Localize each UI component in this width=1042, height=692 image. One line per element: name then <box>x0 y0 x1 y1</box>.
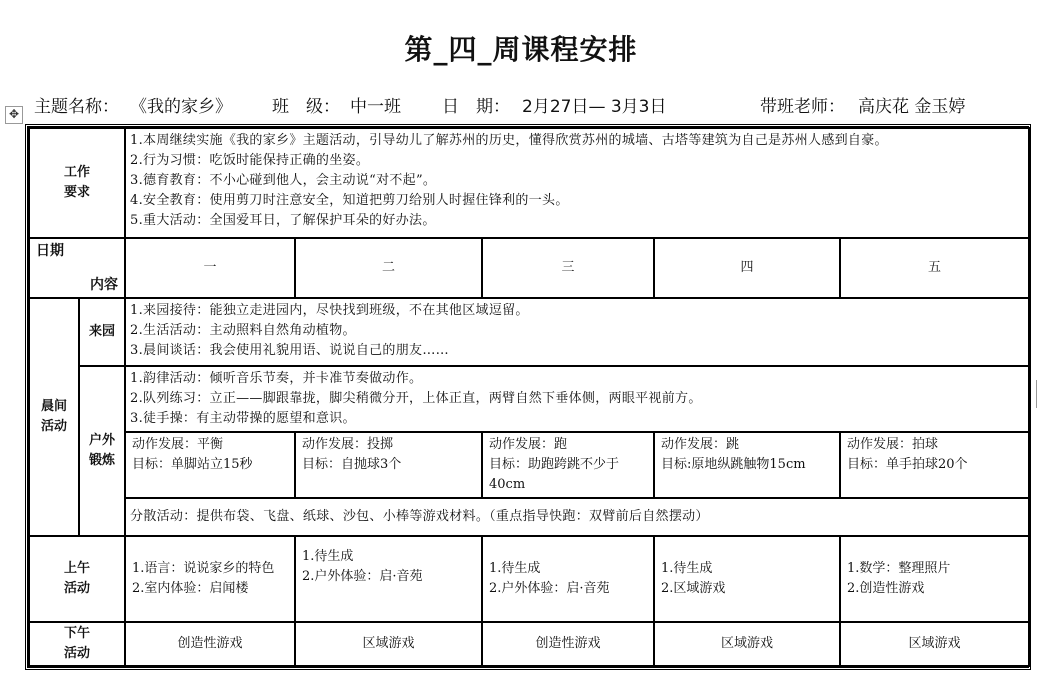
list-item: 1.来园接待：能独立走进园内，尽快找到班级，不在其他区域逗留。 <box>130 303 529 318</box>
exercise-cell: 动作发展：跑 目标：助跑跨跳不少于40cm <box>482 432 654 498</box>
outdoor-label: 户外 锻炼 <box>79 366 125 536</box>
pm-cell: 区域游戏 <box>840 622 1029 666</box>
exercise-cell: 动作发展：投掷 目标：自抛球3个 <box>295 432 482 498</box>
exercise-cell: 动作发展：拍球 目标：单手拍球20个 <box>840 432 1029 498</box>
work-row <box>29 128 1029 238</box>
theme-value: 《我的家乡》 <box>130 97 232 117</box>
list-item: 4.安全教育：使用剪刀时注意安全，知道把剪刀给别人时握住锋利的一头。 <box>130 193 569 208</box>
theme-label: 主题名称： <box>34 97 119 117</box>
date-content-header: 日期 内容 <box>29 238 125 298</box>
exercise-cell: 动作发展：平衡 目标：单脚站立15秒 <box>125 432 295 498</box>
am-cell: 1.数学：整理照片 2.创造性游戏 <box>840 536 1029 622</box>
am-cell: 1.待生成 2.户外体验：启·音苑 <box>295 536 482 622</box>
list-item: 2.生活活动：主动照料自然角动植物。 <box>130 323 356 338</box>
pm-row <box>29 622 1029 666</box>
pm-cell: 区域游戏 <box>295 622 482 666</box>
schedule-table <box>28 127 1030 667</box>
outdoor-items <box>125 366 1029 432</box>
arrival-label: 来园 <box>79 298 125 366</box>
class-label: 班 级： <box>272 97 340 117</box>
am-label: 上午 活动 <box>29 536 125 622</box>
list-item: 2.队列练习：立正——脚跟靠拢，脚尖稍微分开，上体正直，两臂自然下垂体侧，两眼平视前方。 <box>130 391 702 406</box>
date-label: 日 期： <box>442 97 510 117</box>
am-row <box>29 536 1029 622</box>
day-header: 三 <box>482 238 654 298</box>
page-edge-marker <box>1036 380 1041 408</box>
pm-label: 下午 活动 <box>29 622 125 666</box>
page-title: 第_四_周课程安排 <box>404 33 638 66</box>
am-cell: 1.语言：说说家乡的特色 2.室内体验：启闻楼 <box>125 536 295 622</box>
day-header-row <box>29 238 1029 298</box>
table-move-handle-icon[interactable]: ✥ <box>5 106 23 124</box>
day-header: 五 <box>840 238 1029 298</box>
pm-cell: 创造性游戏 <box>125 622 295 666</box>
teacher-label: 带班老师： <box>760 97 845 117</box>
work-items <box>125 128 1029 238</box>
am-cell: 1.待生成 2.区域游戏 <box>654 536 840 622</box>
scattered-row <box>29 498 1029 536</box>
list-item: 1.韵律活动：倾听音乐节奏，并卡准节奏做动作。 <box>130 371 423 386</box>
outdoor-row <box>29 366 1029 432</box>
date-value: 2月27日— 3月3日 <box>522 97 667 117</box>
teacher-value: 高庆花 金玉婷 <box>858 97 966 117</box>
arrival-row <box>29 298 1029 366</box>
pm-cell: 创造性游戏 <box>482 622 654 666</box>
list-item: 3.晨间谈话：我会使用礼貌用语、说说自己的朋友…… <box>130 343 449 358</box>
scattered-activity: 分散活动：提供布袋、飞盘、纸球、沙包、小棒等游戏材料。（重点指导快跑：双臂前后自然摆动） <box>125 498 1029 536</box>
exercise-cell: 动作发展：跳 目标:原地纵跳触物15cm <box>654 432 840 498</box>
list-item: 2.行为习惯：吃饭时能保持正确的坐姿。 <box>130 153 370 168</box>
list-item: 3.德育教育：不小心碰到他人，会主动说“对不起”。 <box>130 173 437 188</box>
pm-cell: 区域游戏 <box>654 622 840 666</box>
am-cell: 1.待生成 2.户外体验：启·音苑 <box>482 536 654 622</box>
list-item: 5.重大活动：全国爱耳日，了解保护耳朵的好办法。 <box>130 213 436 228</box>
list-item: 3.徒手操：有主动带操的愿望和意识。 <box>130 411 356 426</box>
morning-label: 晨间 活动 <box>29 298 79 536</box>
day-header: 二 <box>295 238 482 298</box>
day-header: 一 <box>125 238 295 298</box>
class-value: 中一班 <box>350 97 401 117</box>
arrival-items <box>125 298 1029 366</box>
daily-exercise-row <box>29 432 1029 498</box>
work-label: 工作 要求 <box>29 128 125 238</box>
day-header: 四 <box>654 238 840 298</box>
list-item: 1.本周继续实施《我的家乡》主题活动，引导幼儿了解苏州的历史，懂得欣赏苏州的城墙、古塔等建筑为自己是苏州人感到自豪。 <box>130 133 888 148</box>
